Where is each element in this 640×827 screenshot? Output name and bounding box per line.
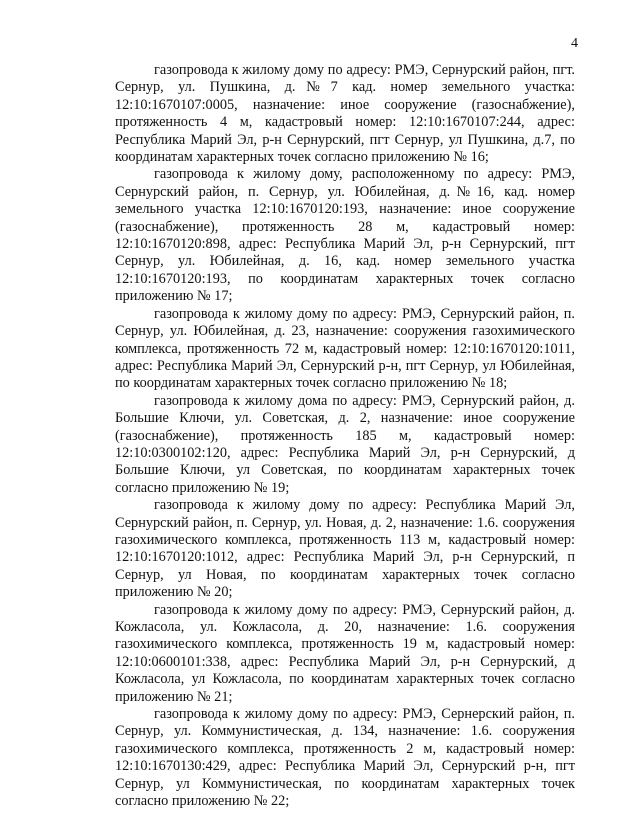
body-text bbox=[115, 62, 575, 810]
paragraph-appendix-19: газопровода к жилому дома по адресу: РМЭ, Сернурский район, д. Большие Ключи, ул. Советская, д. 2, назначение: иное сооружение (газоснабжение), протяженность 185 м, кадастровый номер: 12:10:0300102:120, адрес: Республика Марий Эл, р-н Сернурский, д Большие Ключи, ул Советская, по координатам характерных точек согласно приложению № 19; bbox=[115, 392, 575, 496]
paragraph-appendix-21: газопровода к жилому дому по адресу: РМЭ, Сернурский район, д. Кожласола, ул. Кожласола, д. 20, назначение: 1.6. сооружения газохимического комплекса, протяженность 19 м, кадастровый номер: 12:10:0600101:338, адрес: Республика Марий Эл, р-н Сернурский, д Кожласола, ул Кожласола, по координатам характерных точек согласно приложению № 21; bbox=[115, 601, 575, 705]
paragraph-appendix-17: газопровода к жилому дому, расположенному по адресу: РМЭ, Сернурский район, п. Сернур, ул. Юбилейная, д.№16, кад. номер земельного участка 12:10:1670120:193, назначение: иное сооружение (газоснабжение), протяженность 28 м, кадастровый номер: 12:10:1670120:898, адрес: Республика Марий Эл, р-н Сернурский, пгт Сернур, ул. Юбилейная, д. 16, кад. номер земельного участка 12:10:1670120:193, по координатам характерных точек согласно приложению № 17; bbox=[115, 166, 575, 305]
paragraph-appendix-22: газопровода к жилому дому по адресу: РМЭ, Сернерский район, п. Сернур, ул. Коммунистическая, д. 134, назначение: 1.6. сооружения газохимического комплекса, протяженность 2 м, кадастровый номер: 12:10:1670130:429, адрес: Республика Марий Эл, Сернурский р-н, пгт Сернур, ул Коммунистическая, по координатам характерных точек согласно приложению № 22; bbox=[115, 706, 575, 810]
paragraph-appendix-20: газопровода к жилому дому по адресу: Республика Марий Эл, Сернурский район, п. Сернур, ул. Новая, д. 2, назначение: 1.6. сооружения газохимического комплекса, протяженность 113 м, кадастровый номер: 12:10:1670120:1012, адрес: Республика Марий Эл, р-н Сернурский, п Сернур, ул Новая, по координатам характерных точек согласно приложению № 20; bbox=[115, 497, 575, 601]
paragraph-appendix-18: газопровода к жилому дому по адресу: РМЭ, Сернурский район, п. Сернур, ул. Юбилейная, д. 23, назначение: сооружения газохимического комплекса, протяженность 72 м, кадастровый номер: 12:10:1670120:1011, адрес: Республика Марий Эл, Сернурский р-н, пгт Сернур, ул Юбилейная, по координатам характерных точек согласно приложению № 18; bbox=[115, 305, 575, 392]
page-number: 4 bbox=[571, 36, 578, 51]
paragraph-appendix-16: газопровода к жилому дому по адресу: РМЭ, Сернурский район, пгт. Сернур, ул. Пушкина, д.№7 кад. номер земельного участка: 12:10:1670107:0005, назначение: иное сооружение (газоснабжение), протяженность 4 м, кадастровый номер: 12:10:1670107:244, адрес: Республика Марий Эл, р-н Сернурский, пгт Сернур, ул Пушкина, д.7, по координатам характерных точек согласно приложению № 16; bbox=[115, 62, 575, 166]
